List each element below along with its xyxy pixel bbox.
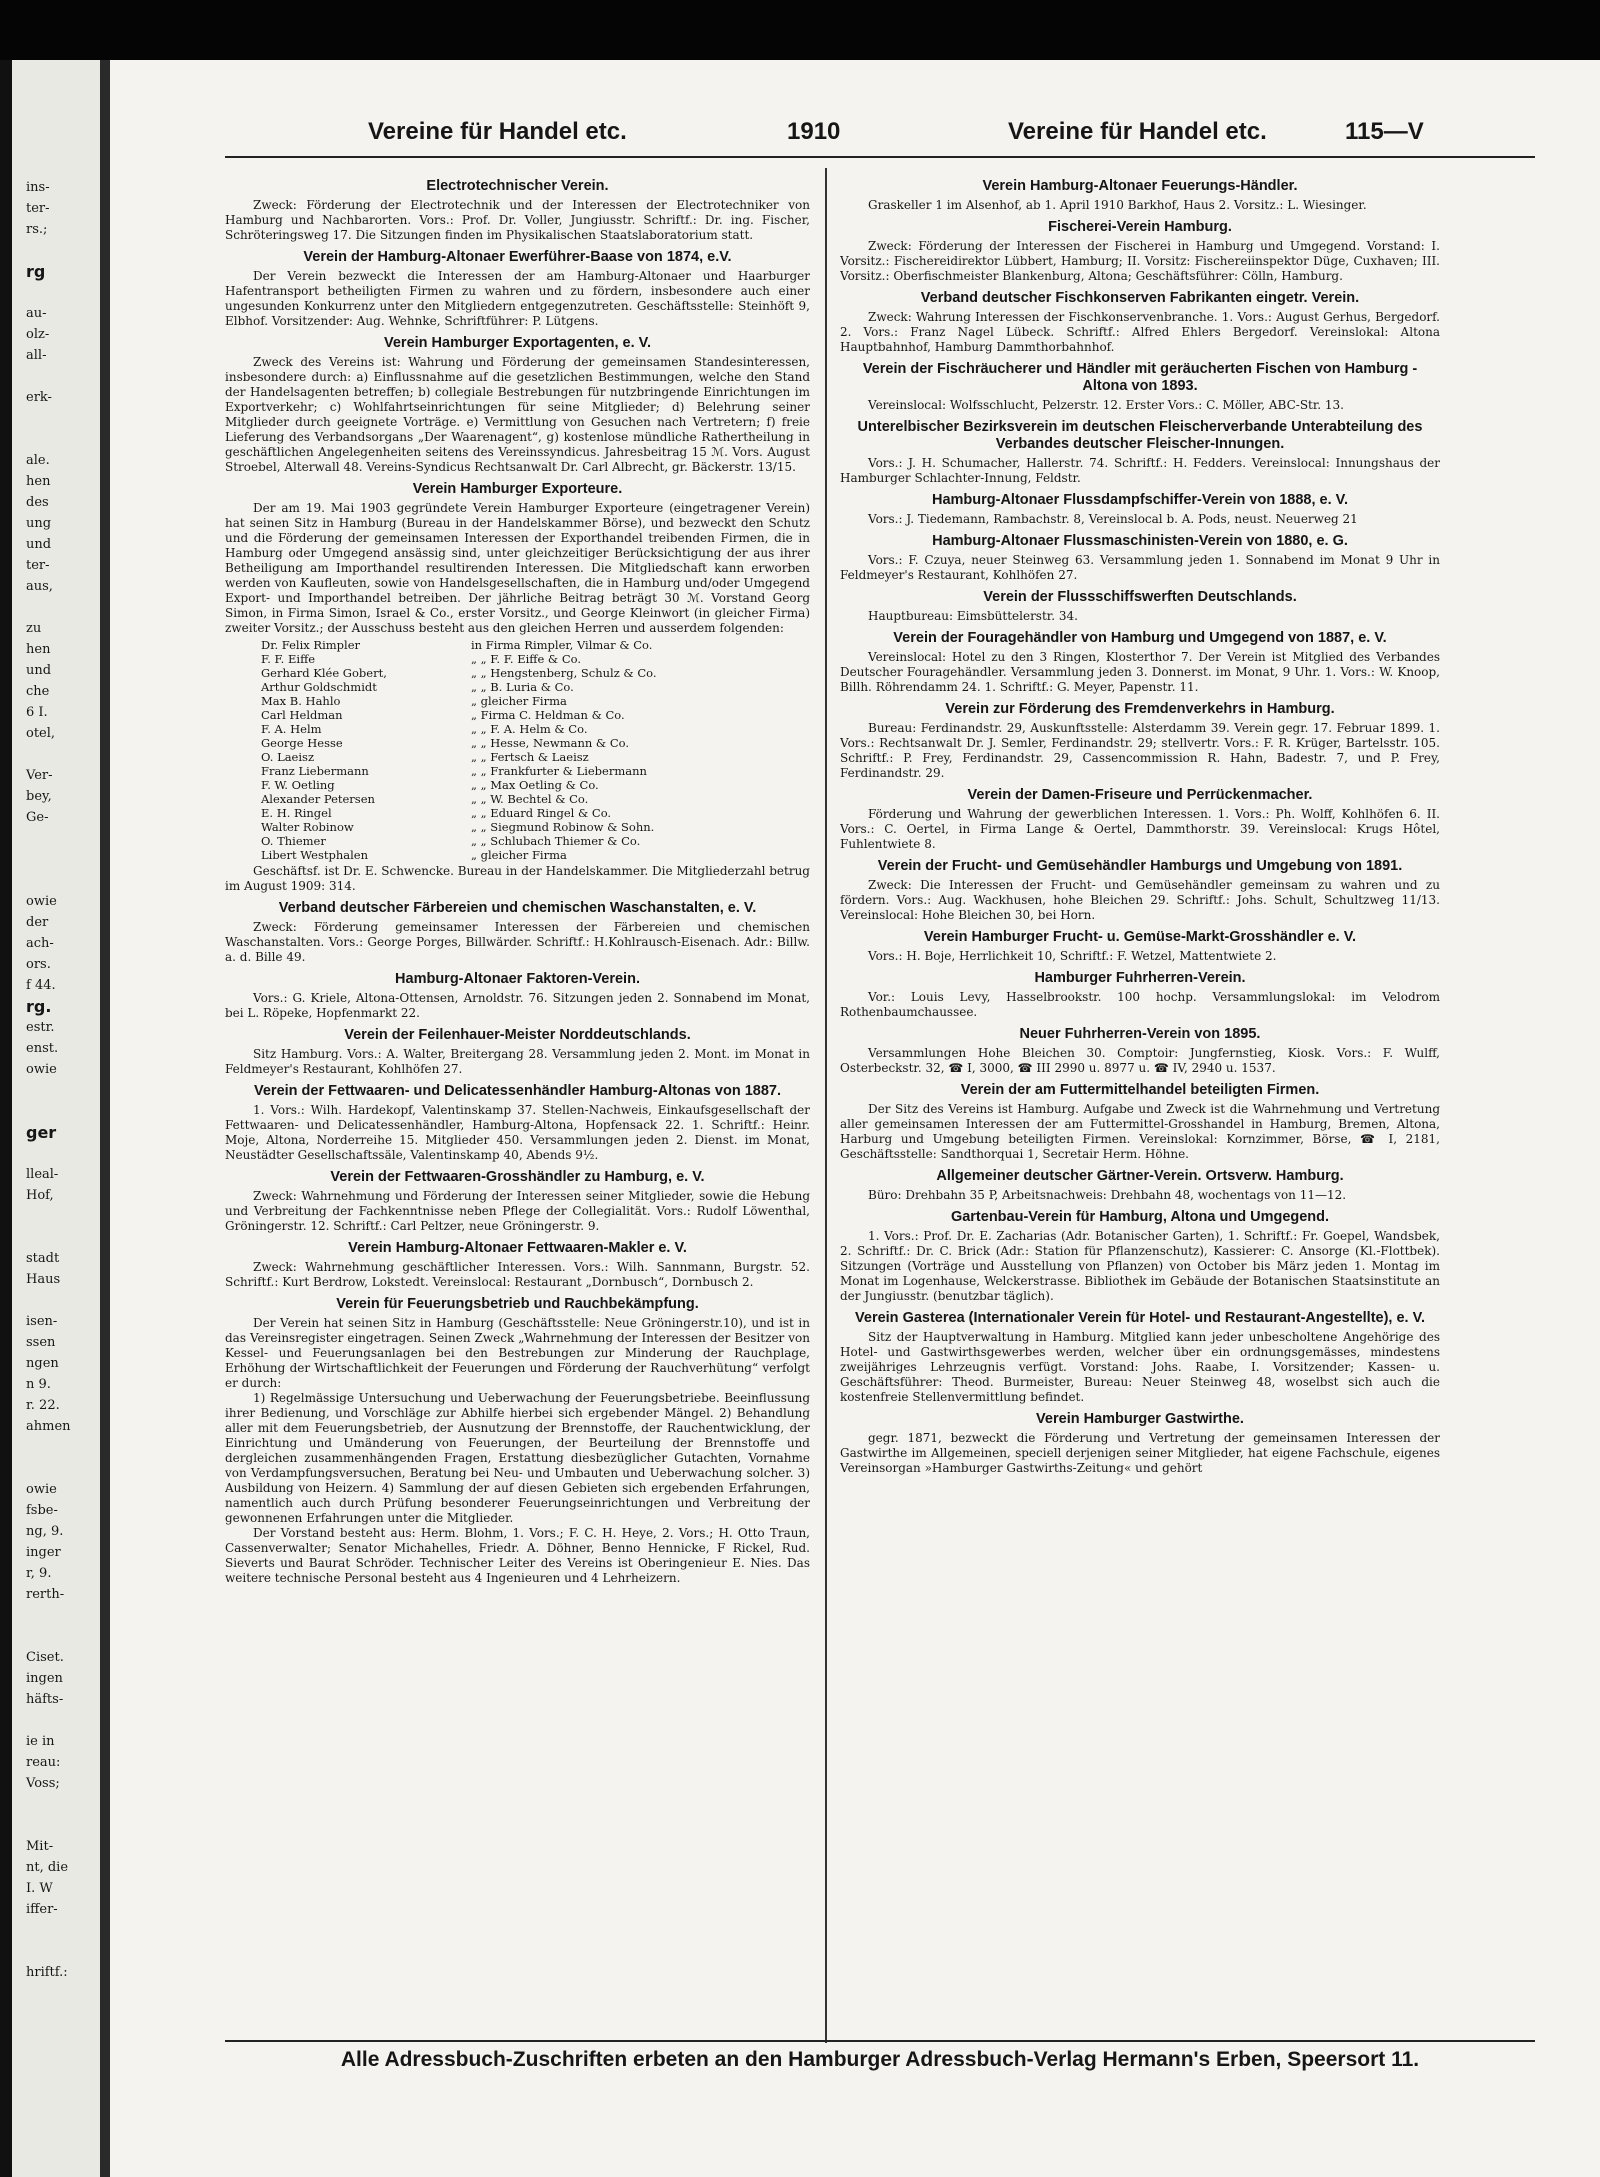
member-name: Walter Robinow <box>261 820 354 834</box>
prev-page-fragment: owie <box>26 894 57 909</box>
prev-page-fragment: und <box>26 537 52 552</box>
entry-heading: Verein der am Futtermittelhandel beteiligten Firmen. <box>960 1082 1320 1098</box>
prev-page-fragment: ssen <box>26 1335 56 1350</box>
prev-page-fragment: f 44. <box>26 978 56 993</box>
prev-page-fragment: owie <box>26 1482 57 1497</box>
entry-text: Der Sitz des Vereins ist Hamburg. Aufgabe und Zweck ist die Wahrnehmung und Vertretung aller gemeinsamen Interessen der am Futtermittel-Grosshandel in Hamburg, Bremen, Altona, Harburg und Umgebung beteiligten Firmen. Vereinslokal: Kornzimmer, Börse, ☎ I, 2181, Geschäftsstelle: Sandthorquai 1, Secretair Herm. Höhne. <box>840 1102 1440 1161</box>
entry-heading: Neuer Fuhrherren-Verein von 1895. <box>1019 1026 1261 1042</box>
entry-heading: Electrotechnischer Verein. <box>426 178 609 194</box>
prev-page-fragment: r. 22. <box>26 1398 60 1413</box>
member-firm: „ „ Hesse, Newmann & Co. <box>471 736 629 750</box>
header-page-number: 115—V <box>1345 118 1424 145</box>
member-firm: „ Firma C. Heldman & Co. <box>471 708 625 722</box>
entry-heading: Verein der Fischräucherer und Händler mit geräucherten Fischen von Hamburg - Altona von 1893. <box>862 361 1418 394</box>
prev-page-fragment: rg. <box>26 997 52 1016</box>
prev-page-fragment: ors. <box>26 957 51 972</box>
prev-page-fragment: ach- <box>26 936 54 951</box>
prev-page-fragment: hen <box>26 642 51 657</box>
entry-heading: Verein zur Förderung des Fremdenverkehrs in Hamburg. <box>945 701 1335 717</box>
member-name: Libert Westphalen <box>261 848 368 862</box>
entry-text: Graskeller 1 im Alsenhof, ab 1. April 1910 Barkhof, Haus 2. Vorsitz.: L. Wiesinger. <box>868 198 1367 212</box>
member-firm: „ „ Fertsch & Laeisz <box>471 750 589 764</box>
prev-page-fragment: I. W <box>26 1881 53 1896</box>
entry-heading: Verband deutscher Fischkonserven Fabrikanten eingetr. Verein. <box>920 290 1360 306</box>
prev-page-fragment: stadt <box>26 1251 60 1266</box>
prev-page-fragment: ter- <box>26 201 50 216</box>
directory-row <box>261 806 810 820</box>
member-firm: „ „ Schlubach Thiemer & Co. <box>471 834 641 848</box>
entry-heading: Verein Hamburger Frucht- u. Gemüse-Markt-Grosshändler e. V. <box>923 929 1357 945</box>
prev-page-fragment: ger <box>26 1123 57 1142</box>
prev-page-fragment: reau: <box>26 1755 61 1770</box>
directory-row <box>261 680 810 694</box>
entry-text: Vereinslocal: Wolfsschlucht, Pelzerstr. 12. Erster Vors.: C. Möller, ABC-Str. 13. <box>868 398 1344 412</box>
entry-heading: Verein der Frucht- und Gemüsehändler Hamburgs und Umgebung von 1891. <box>877 858 1403 874</box>
prev-page-fragment: hriftf.: <box>26 1965 68 1980</box>
prev-page-fragment: aus, <box>26 579 53 594</box>
entry-heading: Verein Hamburger Gastwirthe. <box>1036 1411 1244 1427</box>
entry-heading: Verein der Hamburg-Altonaer Ewerführer-Baase von 1874, e.V. <box>303 249 732 265</box>
entry-heading: Verein Hamburger Exporteure. <box>412 481 623 497</box>
entry-text: Sitz Hamburg. Vors.: A. Walter, Breitergang 28. Versammlung jeden 2. Mont. im Monat in Feldmeyer's Restaurant, Kohlhöfen 27. <box>225 1047 810 1076</box>
directory-row <box>261 834 810 848</box>
directory-row <box>261 820 810 834</box>
prev-page-fragment: ie in <box>26 1734 55 1749</box>
member-name: Franz Liebermann <box>261 764 369 778</box>
footer-rule <box>225 2040 1535 2042</box>
entry-heading: Verein der Fettwaaren-Grosshändler zu Hamburg, e. V. <box>330 1169 705 1185</box>
scan-top-border <box>0 0 1600 60</box>
prev-page-fragment: r, 9. <box>26 1566 52 1581</box>
entry-heading: Verein der Flussschiffswerften Deutschlands. <box>983 589 1297 605</box>
entry-heading: Verein der Damen-Friseure und Perrückenmacher. <box>967 787 1313 803</box>
prev-page-fragment: otel, <box>26 726 56 741</box>
entry-text: Vors.: F. Czuya, neuer Steinweg 63. Versammlung jeden 1. Sonnabend im Monat 9 Uhr in Feldmeyer's Restaurant, Kohlhöfen 27. <box>840 553 1440 582</box>
member-name: Carl Heldman <box>261 708 343 722</box>
header-left-title: Vereine für Handel etc. <box>368 118 627 145</box>
entry-text: Geschäftsf. ist Dr. E. Schwencke. Bureau in der Handelskammer. Die Mitgliederzahl betrug im August 1909: 314. <box>225 864 810 893</box>
prev-page-fragment: rg <box>26 262 46 281</box>
prev-page-fragment: 6 I. <box>26 705 48 720</box>
entry-heading: Hamburg-Altonaer Flussdampfschiffer-Verein von 1888, e. V. <box>931 492 1349 508</box>
directory-row <box>261 666 810 680</box>
entry-heading: Verein der Feilenhauer-Meister Norddeutschlands. <box>344 1027 691 1043</box>
member-firm: „ „ Siegmund Robinow & Sohn. <box>471 820 655 834</box>
member-name: George Hesse <box>261 736 343 750</box>
directory-row <box>261 708 810 722</box>
prev-page-fragment: nt, die <box>26 1860 69 1875</box>
prev-page-fragment: bey, <box>26 789 52 804</box>
previous-page-strip <box>12 60 100 2177</box>
entry-heading: Fischerei-Verein Hamburg. <box>1048 219 1232 235</box>
entry-heading: Verein der Fouragehändler von Hamburg und Umgegend von 1887, e. V. <box>893 630 1387 646</box>
prev-page-fragment: Haus <box>26 1272 61 1287</box>
entry-heading: Gartenbau-Verein für Hamburg, Altona und Umgegend. <box>950 1209 1330 1225</box>
entry-text: Zweck: Die Interessen der Frucht- und Gemüsehändler gemeinsam zu wahren und zu fördern. Vors.: Aug. Wackhusen, hohe Bleichen 29. Schriftf.: Johs. Schult, Schultzweg 11/13. Vereinslocal: Hohe Bleichen 30, bei Horn. <box>840 878 1440 922</box>
directory-row <box>261 764 810 778</box>
entry-text: Zweck: Förderung gemeinsamer Interessen der Färbereien und chemischen Waschanstalten. Vors.: George Porges, Billwärder. Schriftf.: H.Kohlrausch-Eisenach. Adr.: Billw. a. d. Bille 49. <box>225 920 810 964</box>
prev-page-fragment: ung <box>26 516 52 531</box>
prev-page-fragment: isen- <box>26 1314 58 1329</box>
member-firm: „ gleicher Firma <box>471 694 567 708</box>
header-right-title: Vereine für Handel etc. <box>1008 118 1267 145</box>
header-year: 1910 <box>787 118 841 145</box>
member-firm: in Firma Rimpler, Vilmar & Co. <box>471 638 653 652</box>
prev-page-fragment: Voss; <box>26 1776 60 1791</box>
entry-text: Vor.: Louis Levy, Hasselbrookstr. 100 hochp. Versammlungslokal: im Velodrom Rothenbaumchaussee. <box>840 990 1440 1019</box>
directory-row <box>261 848 810 862</box>
entry-text: Versammlungen Hohe Bleichen 30. Comptoir: Jungfernstieg, Kiosk. Vors.: F. Wulff, Osterbeckstr. 32, ☎ I, 3000, ☎ III 2990 u. 8977 u. ☎ IV, 2940 u. 1537. <box>840 1046 1440 1075</box>
prev-page-fragment: au- <box>26 306 47 321</box>
header-rule <box>225 156 1535 158</box>
prev-page-fragment: olz- <box>26 327 50 342</box>
prev-page-fragment: iffer- <box>26 1902 58 1917</box>
entry-text: 1. Vors.: Wilh. Hardekopf, Valentinskamp 37. Stellen-Nachweis, Einkaufsgesellschaft der Fettwaaren- und Delicatessenhändler, Hamburg-Altona, Hopfensack 22. 1. Schriftf.: Heinr. Moje, Altona, Norderreihe 15. Mitglieder 450. Versammlungen jeden 2. Dienst. im Monat, Neustädter Gesellschaftssäle, Valentinskamp 40, Abends 9½. <box>225 1103 810 1162</box>
prev-page-fragment: rerth- <box>26 1587 65 1602</box>
prev-page-fragment: enst. <box>26 1041 59 1056</box>
entry-heading: Unterelbischer Bezirksverein im deutschen Fleischerverbande Unterabteilung des Verbandes deutscher Fleischer-Innungen. <box>857 419 1423 452</box>
entry-text: Zweck des Vereins ist: Wahrung und Förderung der gemeinsamen Standesinteressen, insbesondere durch: a) Einflussnahme auf die gesetzlichen Bestimmungen, welche den Stand der Handelsagenten betreffen; b) collegiale Bestrebungen für nutzbringende Einrichtungen im Exportverkehr; c) Wohlfahrtseinrichtungen für seine Mitglieder; d) Belehrung seiner Mitglieder durch geeignete Vorträge. e) Vermittlung von Gesuchen nach Vertretern; f) freie Lieferung des Verbandsorgans „Der Waarenagent“, g) kostenlose mündliche Rathertheilung in geschäftlichen Angelegenheiten seitens des Vereinssyndicus. Jahresbeitrag 15 ℳ. Vors. August Stroebel, Alterwall 48. Vereins-Syndicus Rechtsanwalt Dr. Carl Albrecht, gr. Bäckerstr. 13/15. <box>225 355 810 474</box>
member-directory <box>261 638 810 862</box>
entry-heading: Verband deutscher Färbereien und chemischen Waschanstalten, e. V. <box>278 900 757 916</box>
entry-text: Zweck: Wahrnehmung geschäftlicher Interessen. Vors.: Wilh. Sannmann, Burgstr. 52. Schriftf.: Kurt Berdrow, Lokstedt. Vereinslocal: Restaurant „Dornbusch“, Dornbusch 2. <box>225 1260 810 1289</box>
prev-page-fragment: lleal- <box>26 1167 59 1182</box>
prev-page-fragment: erk- <box>26 390 52 405</box>
prev-page-fragment: Ver- <box>26 768 53 783</box>
entry-text: 1) Regelmässige Untersuchung und Ueberwachung der Feuerungsbetriebe. Beeinflussung ihrer Bedienung, und Vorschläge zur Abhilfe hierbei sich ergebender Mängel. 2) Behandlung aller mit dem Feuerungsbetrieb, der Ausnutzung der Brennstoffe, der Rauchentwicklung, der Einrichtung und Umänderung von Feuerungen, der Beurteilung der Brennstoffe und dergleichen zusammenhängenden Fragen, Erstattung diesbezüglicher Gutachten, Vornahme von Verdampfungsversuchen, Beratung bei Neu- und Umbauten und Ueberwachung solcher. 3) Ausbildung von Heizern. 4) Sammlung der auf diesen Gebieten sich ergebenden Erfahrungen, namentlich auch durch Prüfung besonderer Feuerungseinrichtungen und Verbreitung der gewonnenen Erfahrungen unter die Mitglieder. <box>225 1391 810 1525</box>
entry-heading: Verein Hamburg-Altonaer Feuerungs-Händler. <box>982 178 1298 194</box>
directory-row <box>261 736 810 750</box>
directory-row <box>261 750 810 764</box>
prev-page-fragment: und <box>26 663 52 678</box>
prev-page-fragment: des <box>26 495 49 510</box>
member-name: F. W. Oetling <box>261 778 335 792</box>
prev-page-fragment: rs.; <box>26 222 48 237</box>
prev-page-fragment: ahmen <box>26 1419 71 1434</box>
prev-page-fragment: owie <box>26 1062 57 1077</box>
entry-heading: Hamburger Fuhrherren-Verein. <box>1034 970 1246 986</box>
entry-text: gegr. 1871, bezweckt die Förderung und Vertretung der gemeinsamen Interessen der Gastwirthe im Allgemeinen, speciell derjenigen seiner Mitglieder, hat eigene Fachschule, eigenes Vereinsorgan »Hamburger Gastwirths-Zeitung« und gehört <box>840 1431 1440 1475</box>
prev-page-fragment: inger <box>26 1545 61 1560</box>
member-name: E. H. Ringel <box>261 806 332 820</box>
prev-page-fragment: ter- <box>26 558 50 573</box>
prev-page-fragment: ins- <box>26 180 50 195</box>
prev-page-fragment: hen <box>26 474 51 489</box>
column-rule <box>825 168 827 2043</box>
member-firm: „ „ F. F. Eiffe & Co. <box>471 652 581 666</box>
directory-row <box>261 652 810 666</box>
directory-row <box>261 638 810 652</box>
member-firm: „ „ F. A. Helm & Co. <box>471 722 588 736</box>
entry-text: Zweck: Förderung der Electrotechnik und der Interessen der Electrotechniker von Hamburg und Nachbarorten. Vors.: Prof. Dr. Voller, Jungiusstr. Schriftf.: Dr. ing. Fischer, Schröteringsweg 17. Die Sitzungen finden im Physikalischen Staatslaboratorium statt. <box>225 198 810 242</box>
entry-text: Vors.: J. Tiedemann, Rambachstr. 8, Vereinslocal b. A. Pods, neust. Neuerweg 21 <box>868 512 1358 526</box>
prev-page-fragment: ng, 9. <box>26 1524 64 1539</box>
prev-page-fragment: Mit- <box>26 1839 54 1854</box>
member-name: O. Thiemer <box>261 834 326 848</box>
entry-text: Zweck: Förderung der Interessen der Fischerei in Hamburg und Umgegend. Vorstand: I. Vorsitz.: Fischereidirektor Lübbert, Hamburg; II. Vorsitz: Fischereiinspektor Düge, Cuxhaven; III. Vorsitz.: Oberfischmeister Blankenburg, Altona; Geschäftsführer: Cölln, Hamburg. <box>840 239 1440 283</box>
prev-page-fragment: der <box>26 915 49 930</box>
footer-notice: Alle Adressbuch-Zuschriften erbeten an den Hamburger Adressbuch-Verlag Hermann's Erben, Speersort 11. <box>340 2048 1420 2071</box>
prev-page-fragment: che <box>26 684 50 699</box>
entry-text: Büro: Drehbahn 35 P, Arbeitsnachweis: Drehbahn 48, wochentags von 11—12. <box>868 1188 1347 1202</box>
prev-page-fragment: estr. <box>26 1020 55 1035</box>
entry-text: Hauptbureau: Eimsbüttelerstr. 34. <box>868 609 1078 623</box>
entry-text: Zweck: Wahrnehmung und Förderung der Interessen seiner Mitglieder, sowie die Hebung und Verbreitung der Fachkenntnisse neben Pflege der Collegialität. Vors.: Rudolf Löwenthal, Gröningerstr. 12. Schriftf.: Carl Peltzer, neue Gröningerstr. 9. <box>225 1189 810 1233</box>
member-firm: „ gleicher Firma <box>471 848 567 862</box>
member-firm: „ „ W. Bechtel & Co. <box>471 792 589 806</box>
entry-heading: Verein Gasterea (Internationaler Verein für Hotel- und Restaurant-Angestellte), e. V. <box>855 1310 1425 1326</box>
member-name: F. F. Eiffe <box>261 652 316 666</box>
member-name: O. Laeisz <box>261 750 315 764</box>
entry-heading: Verein Hamburg-Altonaer Fettwaaren-Makler e. V. <box>348 1240 687 1256</box>
member-name: Dr. Felix Rimpler <box>261 638 361 652</box>
entry-text: Sitz der Hauptverwaltung in Hamburg. Mitglied kann jeder unbescholtene Angehörige des Hotel- und Gastwirthsgewerbes werden, welcher über ein ordnungsgemässes, mindestens zweijähriges Lehrzeugnis verfügt. Vorstand: Johs. Raabe, I. Vorsitzender; Kassen- u. Geschäftsführer: Theod. Burmeister, Bureau: Neuer Steinweg 48, woselbst sich auch die kostenfreie Stellenvermittlung befindet. <box>840 1330 1440 1404</box>
prev-page-fragment: häfts- <box>26 1692 64 1707</box>
prev-page-fragment: ale. <box>26 453 50 468</box>
member-firm: „ „ B. Luria & Co. <box>471 680 574 694</box>
entry-text: Vors.: G. Kriele, Altona-Ottensen, Arnoldstr. 76. Sitzungen jeden 2. Sonnabend im Monat, bei L. Röpeke, Hopfenmarkt 22. <box>225 991 810 1020</box>
right-column <box>840 172 1440 2044</box>
directory-row <box>261 778 810 792</box>
entry-heading: Hamburg-Altonaer Faktoren-Verein. <box>395 971 640 987</box>
entry-text: Der Vorstand besteht aus: Herm. Blohm, 1. Vors.; F. C. H. Heye, 2. Vors.; H. Otto Traun, Cassenverwalter; Senator Michahelles, Friedr. A. Döhner, Benno Hennicke, F Rickel, Rud. Sieverts und Baurat Schröder. Technischer Leiter des Vereins ist Oberingenieur E. Nies. Das weitere technische Personal besteht aus 4 Ingenieuren und 4 Lehrheizern. <box>225 1526 810 1585</box>
prev-page-fragment: Hof, <box>26 1188 54 1203</box>
entry-text: Förderung und Wahrung der gewerblichen Interessen. 1. Vors.: Ph. Wolff, Kohlhöfen 6. II. Vors.: C. Oertel, in Firma Lange & Oertel, Dammthorstr. 39. Vereinslocal: Krugs Hôtel, Fuhlentwiete 8. <box>840 807 1440 851</box>
entry-text: Bureau: Ferdinandstr. 29, Auskunftsstelle: Alsterdamm 39. Verein gegr. 17. Februar 1899. 1. Vors.: Rechtsanwalt Dr. J. Semler, Ferdinandstr. 29; stellvertr. Vors.: F. R. Krüger, Bartelsstr. 105. Schriftf.: P. Frey, Ferdinandstr. 29, Cassencommission R. Hahn, Badestr. 7, und P. Frey, Ferdinandstr. 29. <box>840 721 1440 780</box>
member-name: Alexander Petersen <box>261 792 375 806</box>
directory-row <box>261 792 810 806</box>
prev-page-fragment: n 9. <box>26 1377 51 1392</box>
member-name: F. A. Helm <box>261 722 322 736</box>
prev-page-fragment: zu <box>26 621 42 636</box>
prev-page-fragment: ngen <box>26 1356 59 1371</box>
member-name: Max B. Hahlo <box>261 694 341 708</box>
entry-text: Vors.: J. H. Schumacher, Hallerstr. 74. Schriftf.: H. Fedders. Vereinslocal: Innungshaus der Hamburger Schlachter-Innung, Feldstr. <box>840 456 1440 485</box>
prev-page-fragment: Ciset. <box>26 1650 64 1665</box>
entry-text: Der Verein bezweckt die Interessen der am Hamburg-Altonaer und Haarburger Hafentransport betheiligten Firmen zu wahren und zu fördern, insbesondere auch einer ungesunden Konkurrenz unter den Mitgliedern entgegenzutreten. Geschäftsstelle: Steinhöft 9, Elbhof. Vorsitzender: Aug. Wehnke, Schriftführer: P. Lütgens. <box>225 269 810 328</box>
entry-heading: Verein Hamburger Exportagenten, e. V. <box>384 335 651 351</box>
prev-page-fragment: all- <box>26 348 47 363</box>
directory-row <box>261 722 810 736</box>
prev-page-fragment: fsbe- <box>26 1503 58 1518</box>
page-gutter <box>100 60 110 2177</box>
member-firm: „ „ Eduard Ringel & Co. <box>471 806 612 820</box>
entry-heading: Verein für Feuerungsbetrieb und Rauchbekämpfung. <box>336 1296 699 1312</box>
entry-text: 1. Vors.: Prof. Dr. E. Zacharias (Adr. Botanischer Garten), 1. Schriftf.: Fr. Goepel, Wandsbek, 2. Schriftf.: Dr. C. Brick (Adr.: Station für Pflanzenschutz), Kassierer: C. Ansorge (Kl.-Flottbek). Sitzungen (Vorträge und Ausstellung von Pflanzen) von October bis März jeden 1. Montag im Monat im Logenhause, Welckerstrasse. Bibliothek im Gebäude der Botanischen Staatsinstitute an der Jungiusstr. (benutzbar täglich). <box>840 1229 1440 1303</box>
entry-text: Zweck: Wahrung Interessen der Fischkonservenbranche. 1. Vors.: August Gerhus, Bergedorf. 2. Vors.: Franz Nagel Lübeck. Schriftf.: Alfred Ehlers Bergedorf. Vereinslokal: Altona Hauptbahnhof, Hamburg Dammthorbahnhof. <box>840 310 1440 354</box>
member-firm: „ „ Frankfurter & Liebermann <box>471 764 647 778</box>
entry-heading: Allgemeiner deutscher Gärtner-Verein. Ortsverw. Hamburg. <box>936 1168 1344 1184</box>
entry-text: Der Verein hat seinen Sitz in Hamburg (Geschäftsstelle: Neue Gröningerstr.10), und ist in das Vereinsregister eingetragen. Seinen Zweck „Wahrnehmung der Interessen der Besitzer von Kessel- und Feuerungsanlagen bei den Bestrebungen zur Minderung der Rauchplage, Erhöhung der Wirtschaftlichkeit der Feuerungen und Förderung der Rauchverhütung“ verfolgt er durch: <box>225 1316 810 1390</box>
entry-text: Vors.: H. Boje, Herrlichkeit 10, Schriftf.: F. Wetzel, Mattentwiete 2. <box>868 949 1277 963</box>
left-column <box>225 172 810 2044</box>
entry-heading: Verein der Fettwaaren- und Delicatessenhändler Hamburg-Altonas von 1887. <box>254 1083 781 1099</box>
entry-text: Der am 19. Mai 1903 gegründete Verein Hamburger Exporteure (eingetragener Verein) hat seinen Sitz in Hamburg (Bureau in der Handelskammer Börse), und bezweckt den Schutz und die Förderung der gemeinsamen Interessen der Exporthandel treibenden Firmen, die in Hamburg oder Umgegend ansässig sind, unter gleichzeitiger Berücksichtigung der aus ihrer Betheiligung am Importhandel resultirenden Interessen. Die Mitgliedschaft kann erworben werden von Kaufleuten, sowie von Handelsgesellschaften, die in Hamburg und/oder Umgegend Export- und Importhandel betreiben. Der jährliche Beitrag beträgt 30 ℳ. Vorstand Georg Simon, in Firma Simon, Israel & Co., erster Vorsitz., und George Kleinwort (in gleicher Firma) zweiter Vorsitz.; der Ausschuss besteht aus den gleichen Herren und ausserdem folgenden: <box>225 501 810 635</box>
prev-page-fragment: ingen <box>26 1671 63 1686</box>
member-name: Gerhard Klée Gobert, <box>261 666 387 680</box>
member-firm: „ „ Max Oetling & Co. <box>471 778 599 792</box>
directory-row <box>261 694 810 708</box>
entry-text: Vereinslocal: Hotel zu den 3 Ringen, Klosterthor 7. Der Verein ist Mitglied des Verbandes Deutscher Fouragehändler. Versammlung jeden 3. Donnerst. im Monat, 9 Uhr. 1. Vors.: W. Knoop, Billh. Röhrendamm 24. 1. Schriftf.: G. Meyer, Papenstr. 11. <box>840 650 1440 694</box>
member-firm: „ „ Hengstenberg, Schulz & Co. <box>471 666 657 680</box>
entry-heading: Hamburg-Altonaer Flussmaschinisten-Verein von 1880, e. G. <box>932 533 1348 549</box>
prev-page-fragment: Ge- <box>26 810 49 825</box>
scan-left-border <box>0 60 12 2177</box>
member-name: Arthur Goldschmidt <box>261 680 377 694</box>
